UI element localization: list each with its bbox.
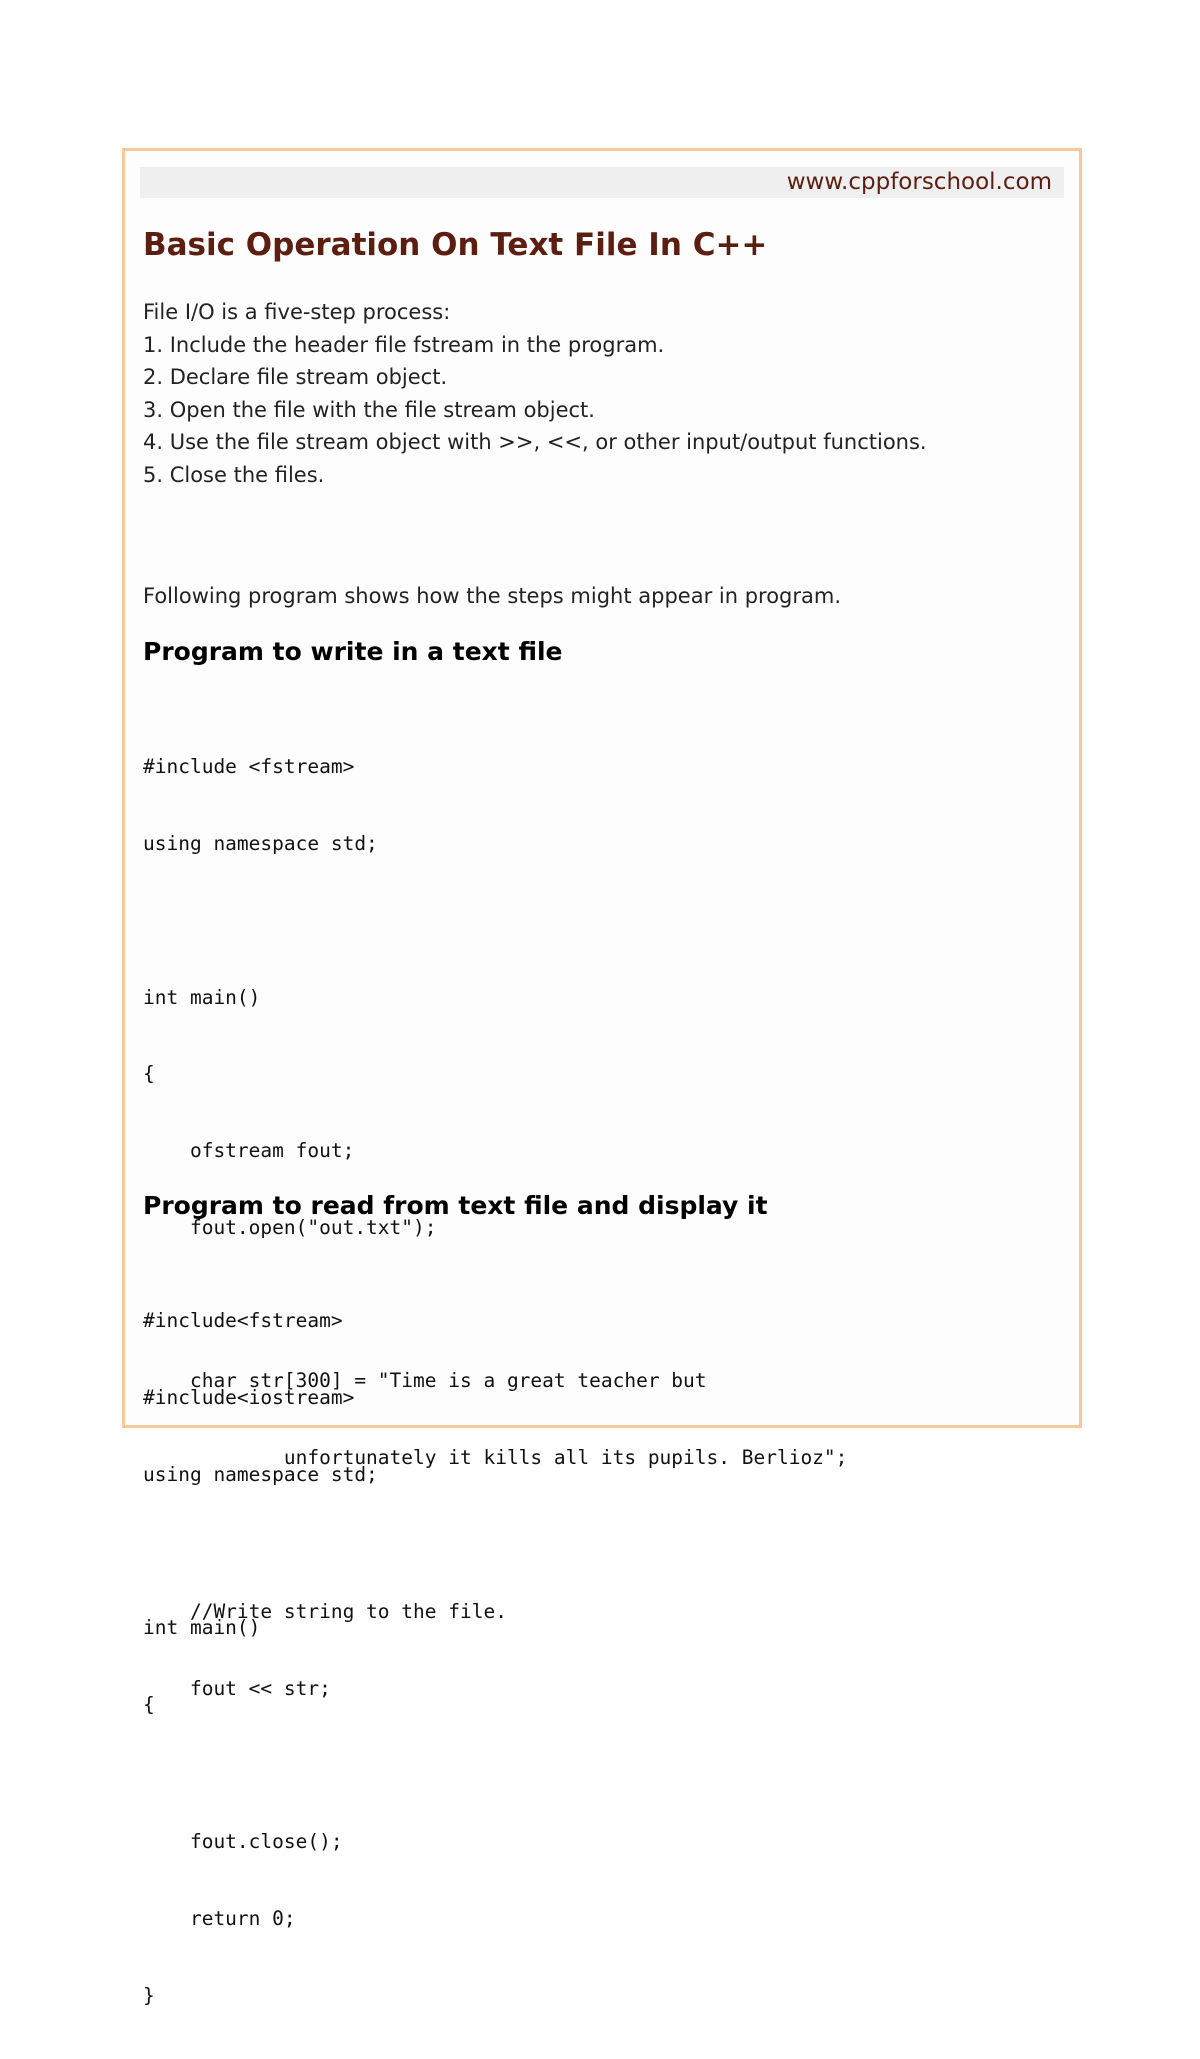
code-line: using namespace std;	[143, 831, 378, 855]
code-line: int main()	[143, 985, 261, 1009]
code-line: #include <fstream>	[143, 755, 355, 779]
code-line: fout.close();	[143, 1830, 343, 1854]
step-item: 2. Declare file stream object.	[143, 365, 448, 390]
page-title: Basic Operation On Text File In C++	[143, 227, 768, 263]
document-frame	[122, 148, 1082, 2007]
code-line: fout << str;	[143, 1676, 331, 1700]
site-url: www.cppforschool.com	[786, 169, 1052, 195]
section-heading-read: Program to read from text file and display it	[143, 1191, 768, 1220]
code-line: int main()	[143, 1616, 261, 1640]
intro-block	[143, 296, 927, 492]
code-block-read	[143, 1257, 378, 1769]
code-line: {	[143, 1062, 155, 1086]
code-line	[143, 1539, 378, 1565]
step-item: 1. Include the header file fstream in the program.	[143, 332, 665, 357]
code-line: //Write string to the file.	[143, 1599, 507, 1623]
step-item: 5. Close the files.	[143, 462, 325, 487]
following-text: Following program shows how the steps might appear in program.	[143, 584, 842, 608]
intro-lead: File I/O is a five-step process:	[143, 300, 451, 324]
code-line: unfortunately it kills all its pupils. Berlioz";	[143, 1446, 848, 1470]
code-line: #include<iostream>	[143, 1385, 355, 1409]
code-line: #include<fstream>	[143, 1309, 343, 1333]
code-line: return 0;	[143, 1906, 296, 1930]
code-line: ofstream fout;	[143, 1139, 355, 1163]
code-line: fout.open("out.txt");	[143, 1215, 437, 1239]
code-line: }	[143, 1983, 155, 2007]
code-line: {	[143, 1693, 155, 1717]
code-line	[143, 908, 847, 934]
step-item: 4. Use the file stream object with >>, <<, or other input/output functions.	[143, 430, 927, 455]
code-line: char str[300] = "Time is a great teacher but	[143, 1369, 707, 1393]
section-heading-write: Program to write in a text file	[143, 637, 563, 666]
step-item: 3. Open the file with the file stream object.	[143, 397, 595, 422]
code-line: using namespace std;	[143, 1462, 378, 1486]
site-header-bar	[140, 167, 1064, 198]
